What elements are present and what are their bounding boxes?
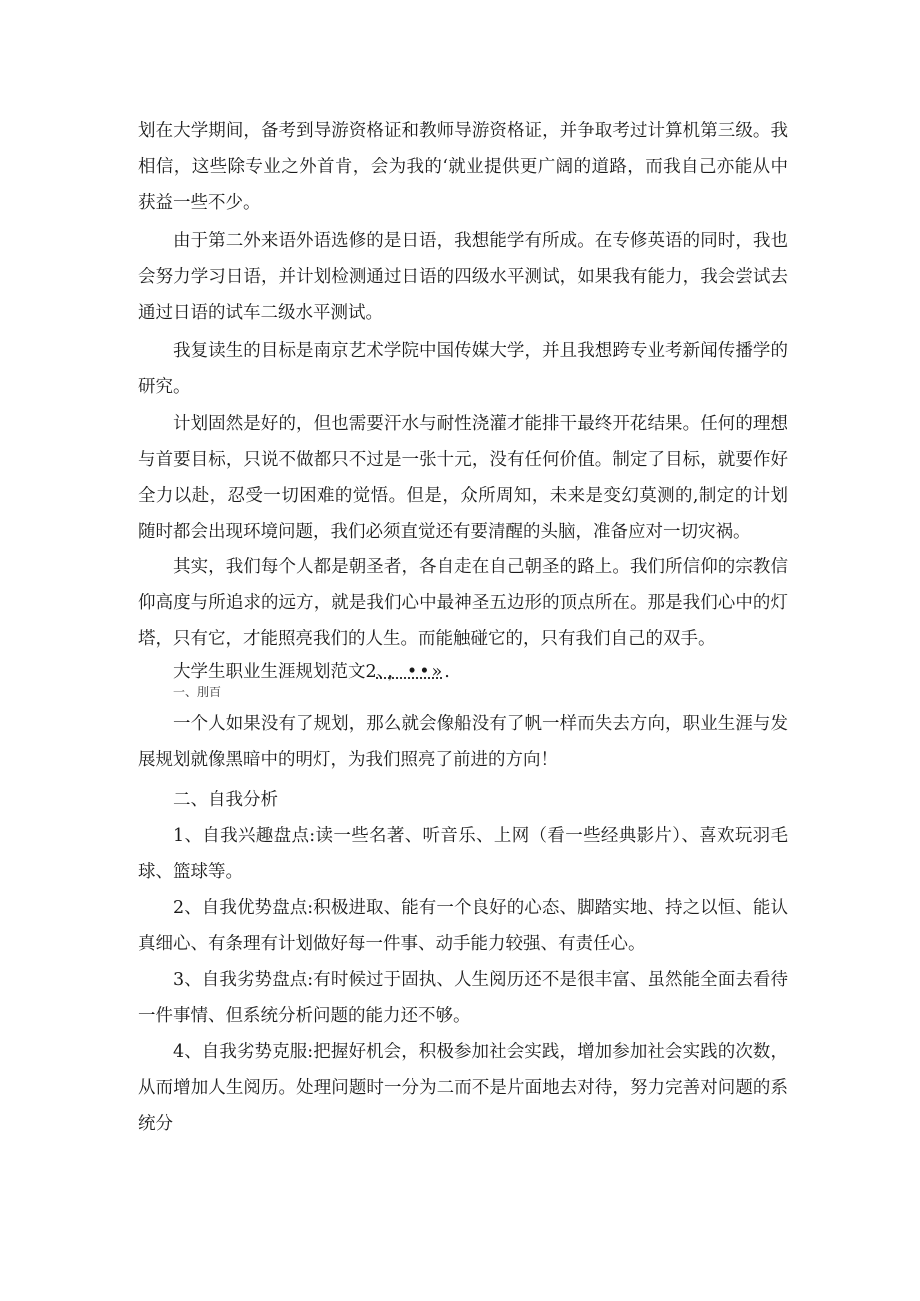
list-item: 4、自我劣势克服:把握好机会，积极参加社会实践，增加参加社会实践的次数，从而增加人生阅历。处理问题时一分为二而不是片面地去对待，努力完善对问题的系统分 (138, 1042, 788, 1134)
list-item: 3、自我劣势盘点:有时候过于固执、人生阅历还不是很丰富、虽然能全面去看待一件事情、但系统分析问题的能力还不够。 (138, 970, 788, 1026)
list-item: 1、自我兴趣盘点:读一些名著、听音乐、上网（看一些经典影片）、喜欢玩羽毛球、篮球等。 (138, 826, 788, 882)
section-heading (173, 657, 788, 687)
list-item: 2、自我优势盘点:积极进取、能有一个良好的心态、脚踏实地、持之以恒、能认真细心、有条理有计划做好每一件事、动手能力较强、有责任心。 (138, 898, 788, 954)
heading-text: 大学生职业生涯规划范文2 (173, 662, 377, 682)
heading-dots: 、，••» (376, 662, 445, 682)
paragraph: 我复读生的目标是南京艺术学院中国传媒大学，并且我想跨专业考新闻传播学的研究。 (138, 341, 788, 397)
section-title: 二、自我分析 (173, 790, 278, 810)
sub-heading: 一、刖百 (173, 685, 222, 699)
paragraph: 由于第二外来语外语选修的是日语，我想能学有所成。在专修英语的同时，我也会努力学习日语，并计划检测通过日语的四级水平测试，如果我有能力，我会尝试去通过日语的试车二级水平测试。 (138, 231, 788, 323)
heading-end: . (444, 662, 450, 682)
paragraph: 划在大学期间，备考到导游资格证和教师导游资格证，并争取考过计算机第三级。我相信，这些除专业之外首肯，会为我的‘就业提供更广阔的道路，而我自己亦能从中获益一些不少。 (138, 121, 788, 213)
paragraph: 其实，我们每个人都是朝圣者，各自走在自己朝圣的路上。我们所信仰的宗教信仰高度与所追求的远方，就是我们心中最神圣五边形的顶点所在。那是我们心中的灯塔，只有它，才能照亮我们的人生。而能触碰它的，只有我们自己的双手。 (138, 557, 788, 649)
paragraph: 一个人如果没有了规划，那么就会像船没有了帆一样而失去方向，职业生涯与发展规划就像黑暗中的明灯，为我们照亮了前进的方向！ (138, 714, 788, 770)
paragraph: 计划固然是好的，但也需要汗水与耐性浇灌才能排干最终开花结果。任何的理想与首要目标，只说不做都只不过是一张十元，没有任何价值。制定了目标，就要作好全力以赴，忍受一切困难的觉悟。但是，众所周知，未来是变幻莫测的,制定的计划随时都会出现环境问题，我们必须直觉还有要清醒的头脑，准备应对一切灾祸。 (138, 414, 788, 542)
